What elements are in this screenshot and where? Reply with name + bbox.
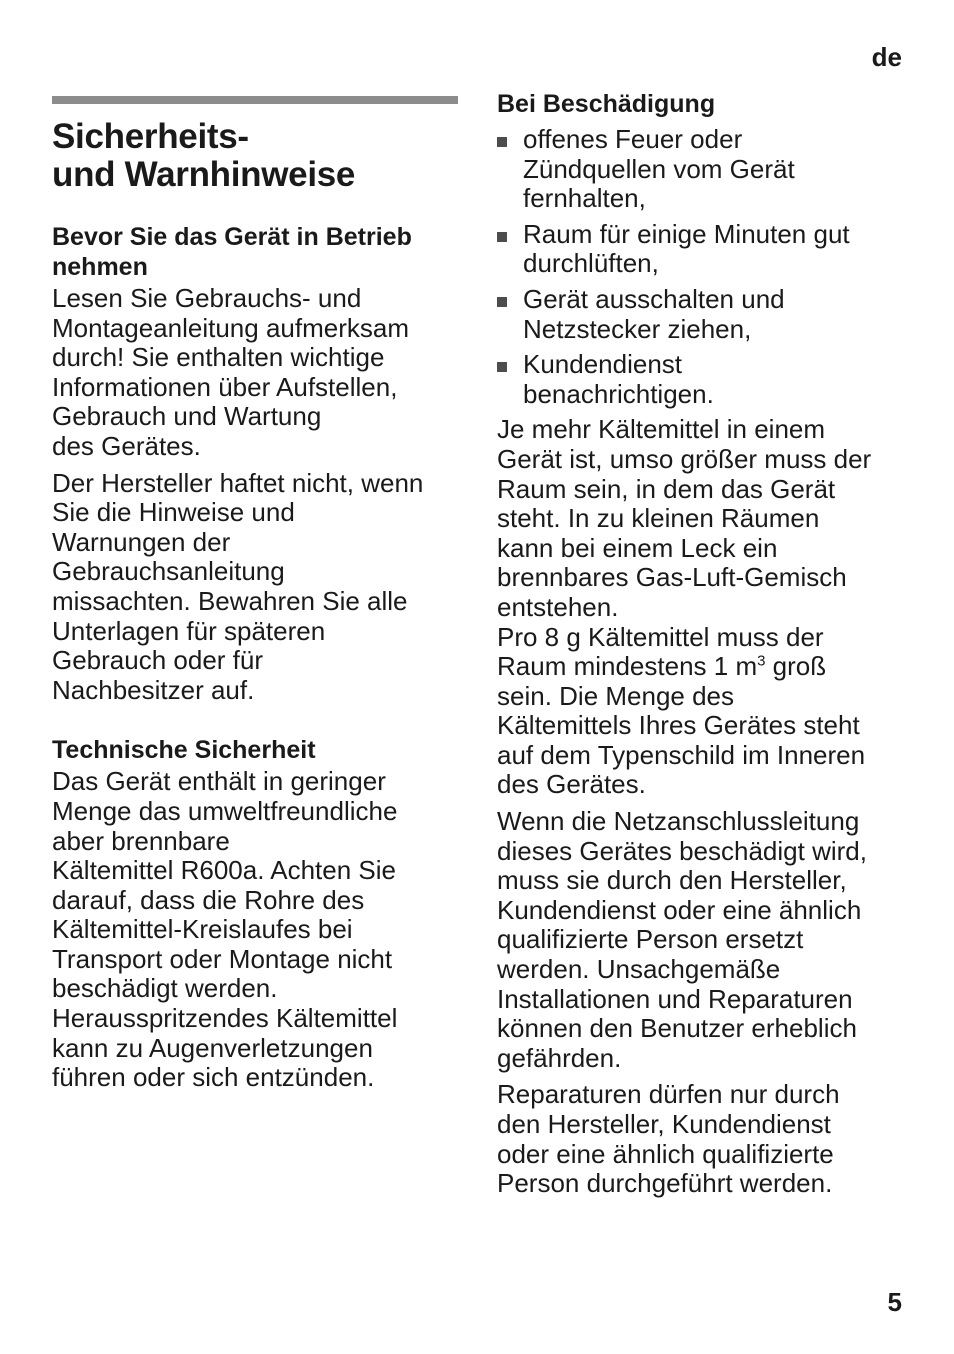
text-line: Kundendienst — [523, 349, 683, 380]
language-label: de — [871, 42, 902, 72]
text-line: kann zu Augenverletzungen — [52, 1032, 373, 1063]
text-line: offenes Feuer oder — [523, 124, 743, 154]
text-line: werden. Unsachgemäße — [497, 954, 781, 985]
text-line: fernhalten, — [523, 183, 646, 214]
text-line: Gebrauch oder für — [52, 645, 264, 676]
square-bullet-icon — [497, 297, 507, 307]
text-line: sein. Die Menge des — [497, 680, 735, 711]
text-line: missachten. Bewahren Sie alle — [52, 585, 408, 616]
text-line: Person durchgeführt werden. — [497, 1168, 833, 1199]
text-line: Informationen über Aufstellen, — [52, 371, 398, 402]
text-line: Reparaturen dürfen nur durch — [497, 1079, 840, 1110]
text-line: Warnungen der — [52, 526, 231, 557]
title-line: Sicherheits- — [52, 117, 249, 156]
title-line: und Warnhinweise — [52, 155, 356, 194]
page-title — [52, 118, 458, 194]
damage-steps-list — [497, 125, 907, 409]
square-bullet-icon — [497, 232, 507, 242]
text-line: Zündquellen vom Gerät — [523, 153, 795, 184]
text-line: kann bei einem Leck ein — [497, 532, 778, 563]
text-line: Netzstecker ziehen, — [523, 313, 752, 344]
paragraph-liability — [52, 469, 458, 706]
text-line: Herausspritzendes Kältemittel — [52, 1003, 398, 1034]
heading-line: Bevor Sie das Gerät in Betrieb — [52, 223, 412, 251]
square-bullet-icon — [497, 362, 507, 372]
text-line: benachrichtigen. — [523, 378, 714, 409]
text-line: führen oder sich entzünden. — [52, 1062, 375, 1093]
text-line: entstehen. — [497, 591, 619, 622]
text-line: Wenn die Netzanschlussleitung — [497, 806, 860, 837]
text-line: Raum für einige Minuten gut — [523, 218, 850, 249]
text-line: den Hersteller, Kundendienst — [497, 1109, 831, 1139]
section-heading-technical-safety: Technische Sicherheit — [52, 736, 316, 765]
section-heading-before-use — [52, 222, 458, 282]
left-column — [52, 96, 458, 1093]
text-line: Gerät ist, umso größer muss der — [497, 443, 872, 474]
text-line: Gebrauch und Wartung — [52, 401, 322, 432]
text-line: Gebrauchsanleitung — [52, 556, 285, 587]
text-line: qualifizierte Person ersetzt — [497, 924, 804, 955]
text-line: Sie die Hinweise und — [52, 497, 295, 528]
text-line — [497, 652, 907, 682]
text-line: Kältemittels Ihres Gerätes steht — [497, 710, 860, 741]
superscript: 3 — [757, 652, 766, 670]
paragraph-read-instructions — [52, 284, 458, 462]
list-item — [497, 350, 907, 409]
text-line: Menge das umweltfreundliche — [52, 795, 398, 826]
text-line: Kältemittel-Kreislaufes bei — [52, 914, 353, 945]
text-fragment: Raum mindestens 1 m — [497, 651, 758, 682]
text-line: aber brennbare — [52, 825, 230, 856]
text-line: Pro 8 g Kältemittel muss der — [497, 621, 824, 652]
section-heading-damage: Bei Beschädigung — [497, 90, 716, 118]
section-rule — [52, 96, 458, 104]
text-fragment: groß — [765, 651, 827, 682]
right-column — [497, 89, 907, 1199]
text-line: oder eine ähnlich qualifizierte — [497, 1138, 834, 1169]
text-line: Transport oder Montage nicht — [52, 943, 393, 974]
text-line: muss sie durch den Hersteller, — [497, 865, 847, 896]
text-line: Je mehr Kältemittel in einem — [497, 414, 826, 445]
paragraph-repairs — [497, 1080, 907, 1198]
text-line: durch! Sie enthalten wichtige — [52, 342, 385, 373]
text-line: steht. In zu kleinen Räumen — [497, 503, 820, 534]
page-number: 5 — [887, 1287, 902, 1317]
paragraph-power-cable — [497, 807, 907, 1073]
text-line: beschädigt werden. — [52, 973, 278, 1004]
square-bullet-icon — [497, 137, 507, 147]
text-line: Montageanleitung aufmerksam — [52, 312, 409, 343]
list-item — [497, 125, 907, 214]
text-line: Unterlagen für späteren — [52, 615, 326, 646]
text-line: Kundendienst oder eine ähnlich — [497, 894, 862, 925]
text-line: auf dem Typenschild im Inneren — [497, 739, 866, 770]
text-line: Gerät ausschalten und — [523, 283, 785, 314]
text-line: Raum sein, in dem das Gerät — [497, 473, 836, 504]
text-line: des Gerätes. — [52, 430, 201, 461]
text-line: gefährden. — [497, 1042, 622, 1073]
text-line: darauf, dass die Rohre des — [52, 884, 365, 915]
text-line: durchlüften, — [523, 248, 659, 279]
text-line: können den Benutzer erheblich — [497, 1013, 857, 1044]
list-item — [497, 285, 907, 344]
text-line: brennbares Gas-Luft-Gemisch — [497, 562, 847, 593]
text-line: Das Gerät enthält in geringer — [52, 766, 386, 797]
text-line: Installationen und Reparaturen — [497, 983, 853, 1014]
text-line: dieses Gerätes beschädigt wird, — [497, 835, 867, 866]
paragraph-room-size — [497, 415, 907, 800]
paragraph-refrigerant — [52, 767, 458, 1093]
text-line: Nachbesitzer auf. — [52, 674, 255, 705]
list-item — [497, 220, 907, 279]
heading-line: nehmen — [52, 253, 148, 281]
text-line: des Gerätes. — [497, 769, 646, 800]
text-line: Der Hersteller haftet nicht, wenn — [52, 467, 424, 498]
text-line: Kältemittel R600a. Achten Sie — [52, 855, 396, 886]
text-line: Lesen Sie Gebrauchs- und — [52, 283, 362, 313]
